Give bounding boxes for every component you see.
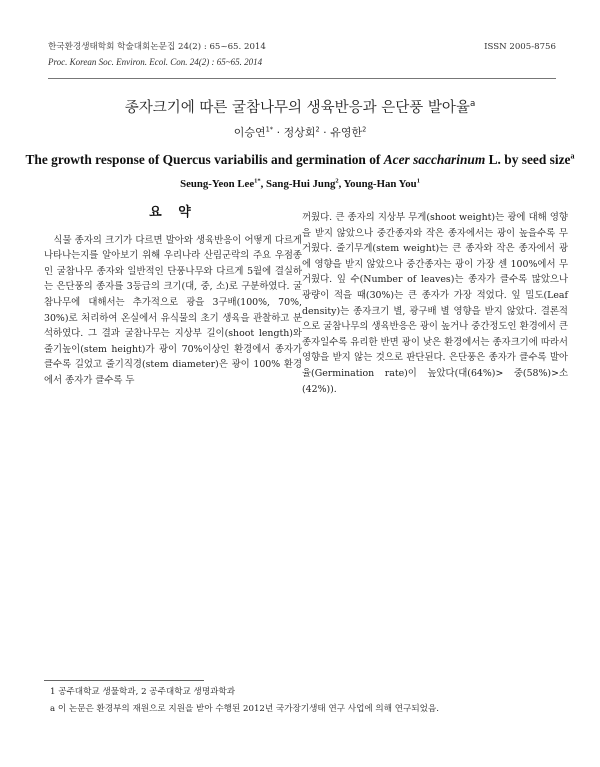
author-sep: · [273, 126, 284, 139]
title-kor [0, 96, 600, 117]
abstract-text-right: 꺼웠다. 큰 종자의 지상부 무게(shoot weight)는 광에 대해 영향을 받지 않았으나 중간종자와 작은 종자에서는 광이 높을수록 무거웠다. 줄기무게(stem weight)는 큰 종자와 작은 종자에서 광에 영향을 받지 않았으나 중간종자는 광이 가장 센 100%에서 무거웠다. 잎 수(Number of leaves)는 종자가 클수록 많았으나 광량이 적을 때(30%)는 큰 종자가 가장 적었다. 잎 밀도(Leaf density)는 종자크기 별, 광구배 별 영향을 받지 않았다. 결론적으로 굴참나무의 생육반응은 광이 높거나 중간정도인 환경에서 큰 종자일수록 유리한 반면 광이 낮은 환경에서는 종자크기에 따라서 영향을 받지 않는 것으로 판단된다. 은단풍은 종자가 클수록 발아율(Germination rate)이 높았다(대(64%)> 중(58%)>소(42%)). [302, 212, 568, 395]
author-kor: 정상회 [283, 126, 316, 139]
author-en: Young-Han You [343, 178, 417, 190]
journal-header [48, 40, 556, 70]
abstract-heading: 요 약 [149, 205, 197, 220]
title-kor-sup: a [469, 99, 476, 110]
footnote-divider [44, 680, 204, 681]
author-sep: · [319, 126, 331, 139]
author-en: Sang-Hui Jung [266, 178, 336, 190]
title-kor-text: 종자크기에 따른 굴참나무의 생육반응과 은단풍 발아율 [124, 100, 470, 116]
author-comma: , [338, 178, 344, 190]
abstract-right-column [302, 210, 568, 397]
title-en-post: L. by seed size [485, 152, 571, 167]
author-kor: 이승연 [233, 126, 266, 139]
journal-kor: 한국환경생태학회 학술대회논문집 24(2) : 65~65. 2014 [48, 42, 266, 52]
authors-kor [0, 124, 600, 140]
footnote-funding: a 이 논문은 환경부의 재원으로 지원을 받아 수행된 2012년 국가장기생태 연구 사업에 의해 연구되었음. [50, 704, 440, 714]
authors-en [0, 178, 600, 190]
title-en-sup: a [570, 151, 575, 161]
abstract-left-column [44, 202, 302, 389]
issn: ISSN 2005-8756 [484, 42, 556, 52]
author-en-sup: 1* [254, 177, 261, 185]
journal-en: Proc. Korean Soc. Environ. Ecol. Con. 24(2) : 65~65. 2014 [48, 57, 263, 67]
header-divider [48, 78, 556, 79]
author-kor-sup: 1* [265, 125, 274, 134]
author-en-sup: 2 [335, 177, 339, 185]
author-kor: 유영한 [330, 126, 363, 139]
footnotes [50, 684, 556, 718]
title-en-pre: The growth response of Quercus variabilis and germination of [25, 152, 384, 167]
abstract-text-left: 식물 종자의 크기가 다르면 발아와 생육반응이 어떻게 다르게 나타나는지를 알아보기 위해 우리나라 산림군락의 주요 우점종인 굴참나무 종자와 일반적인 단풍나무와 다르게 5월에 결실하는 은단풍의 종자를 3등급의 크기(대, 중, 소)로 구분하였다. 굴참나무에 대해서는 추가적으로 광을 3구배(100%, 70%, 30%)로 처리하여 온실에서 유식물의 초기 생육을 관찰하고 분석하였다. 그 결과 굴참나무는 지상부 길이(shoot length)와 줄기높이(stem height)가 광이 70%이상인 환경에서 종자가 클수록 길었고 줄기직경(stem diameter)은 광이 100% 환경에서 종자가 클수록 두 [44, 234, 302, 386]
title-en [0, 152, 600, 168]
author-kor-sup: 2 [362, 125, 367, 134]
author-en-sup: 1 [416, 177, 420, 185]
author-comma: , [260, 178, 267, 190]
title-en-species: Acer saccharinum [383, 152, 486, 167]
author-en: Seung-Yeon Lee [180, 178, 255, 190]
footnote-affiliation: 1 공주대학교 생물학과, 2 공주대학교 생명과학과 [50, 687, 236, 697]
author-kor-sup: 2 [315, 125, 320, 134]
